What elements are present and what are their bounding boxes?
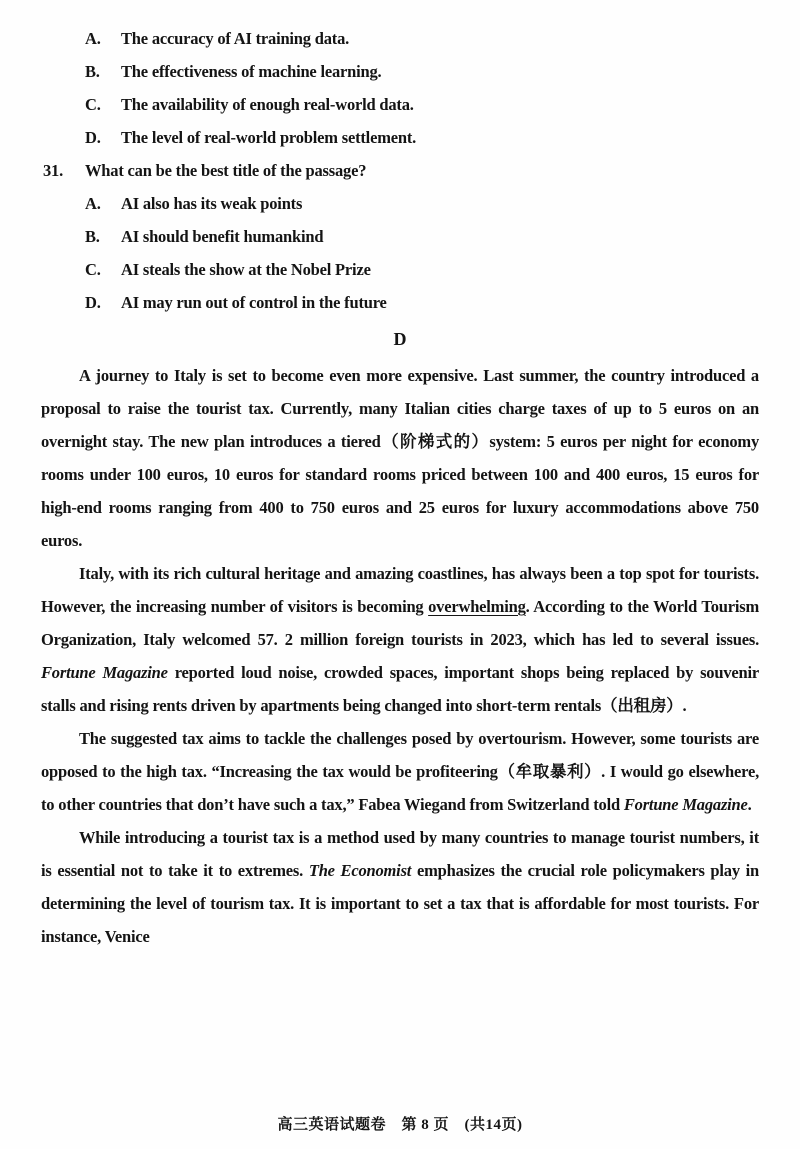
question-30-option-d [85,121,759,154]
page-footer: 高三英语试题卷 第 8 页 (共14页) [0,1113,800,1137]
option-text: AI also has its weak points [121,194,303,213]
passage-d-heading: D [393,329,407,349]
passage-text: While introducing a tourist tax is a method used by many countries to manage tourist numbers, it is essential not to take it to extremes. [41,828,759,880]
passage-paragraph-4 [41,821,759,953]
question-30-option-c [85,88,759,121]
italic-text: The Economist [308,861,412,880]
question-31-option-d [85,286,759,319]
question-30-option-a [85,22,759,55]
question-31-stem: What can be the best title of the passage? [85,161,367,180]
passage-text: emphasizes the crucial role policymakers play in determining the level of tourism tax. It is important to set a tax that is affordable for most tourists. For instance, Venice [41,861,759,946]
option-text: AI should benefit humankind [121,227,324,246]
option-label: A. [85,194,101,213]
passage-text: reported loud noise, crowded spaces, important shops being replaced by souvenir stalls and rising rents driven by apartments being changed into short-term rentals（出租房）. [41,663,759,715]
option-text: The level of real-world problem settlement. [121,128,417,147]
question-31 [43,154,759,187]
option-text: AI may run out of control in the future [121,293,387,312]
option-label: C. [85,260,101,279]
option-label: D. [85,293,101,312]
passage-paragraph-1 [41,359,759,557]
underlined-text: overwhelming [428,597,526,616]
option-label: D. [85,128,101,147]
passage-paragraph-3 [41,722,759,821]
option-label: C. [85,95,101,114]
option-label: A. [85,29,101,48]
option-text: The effectiveness of machine learning. [121,62,382,81]
question-31-option-a [85,187,759,220]
passage-text: The suggested tax aims to tackle the challenges posed by overtourism. However, some tourists are opposed to the high tax. “Increasing the tax would be profiteering（牟取暴利）. I would go elsewhere, to other countries that don’t have such a tax,” Fabea Wiegand from Switzerland told [41,729,760,814]
option-text: The availability of enough real-world data. [121,95,414,114]
question-31-option-c [85,253,759,286]
question-30-option-b [85,55,759,88]
option-text: AI steals the show at the Nobel Prize [121,260,371,279]
passage-text: . According to the World Tourism Organization, Italy welcomed 57. 2 million foreign tourists in 2023, which has led to several issues. [41,597,759,649]
option-text: The accuracy of AI training data. [121,29,350,48]
question-31-number: 31. [43,161,64,180]
passage-text: Italy, with its rich cultural heritage and amazing coastlines, has always been a top spot for tourists. However, the increasing number of visitors is becoming [41,564,759,616]
option-label: B. [85,62,100,81]
italic-text: Fortune Magazine [41,663,168,682]
option-label: B. [85,227,100,246]
passage-paragraph-2 [41,557,759,722]
passage-text: . [747,795,752,814]
italic-text: Fortune Magazine [623,795,748,814]
question-31-option-b [85,220,759,253]
passage-text: A journey to Italy is set to become even more expensive. Last summer, the country introduced a proposal to raise the tourist tax. Currently, many Italian cities charge taxes of up to 5 euros on an overnight stay. The new plan introduces a tiered（阶梯式的）system: 5 euros per night for economy rooms under 100 euros, 10 euros for standard rooms priced between 100 and 400 euros, 15 euros for high-end rooms ranging from 400 to 750 euros and 25 euros for luxury accommodations above 750 euros. [41,366,759,550]
